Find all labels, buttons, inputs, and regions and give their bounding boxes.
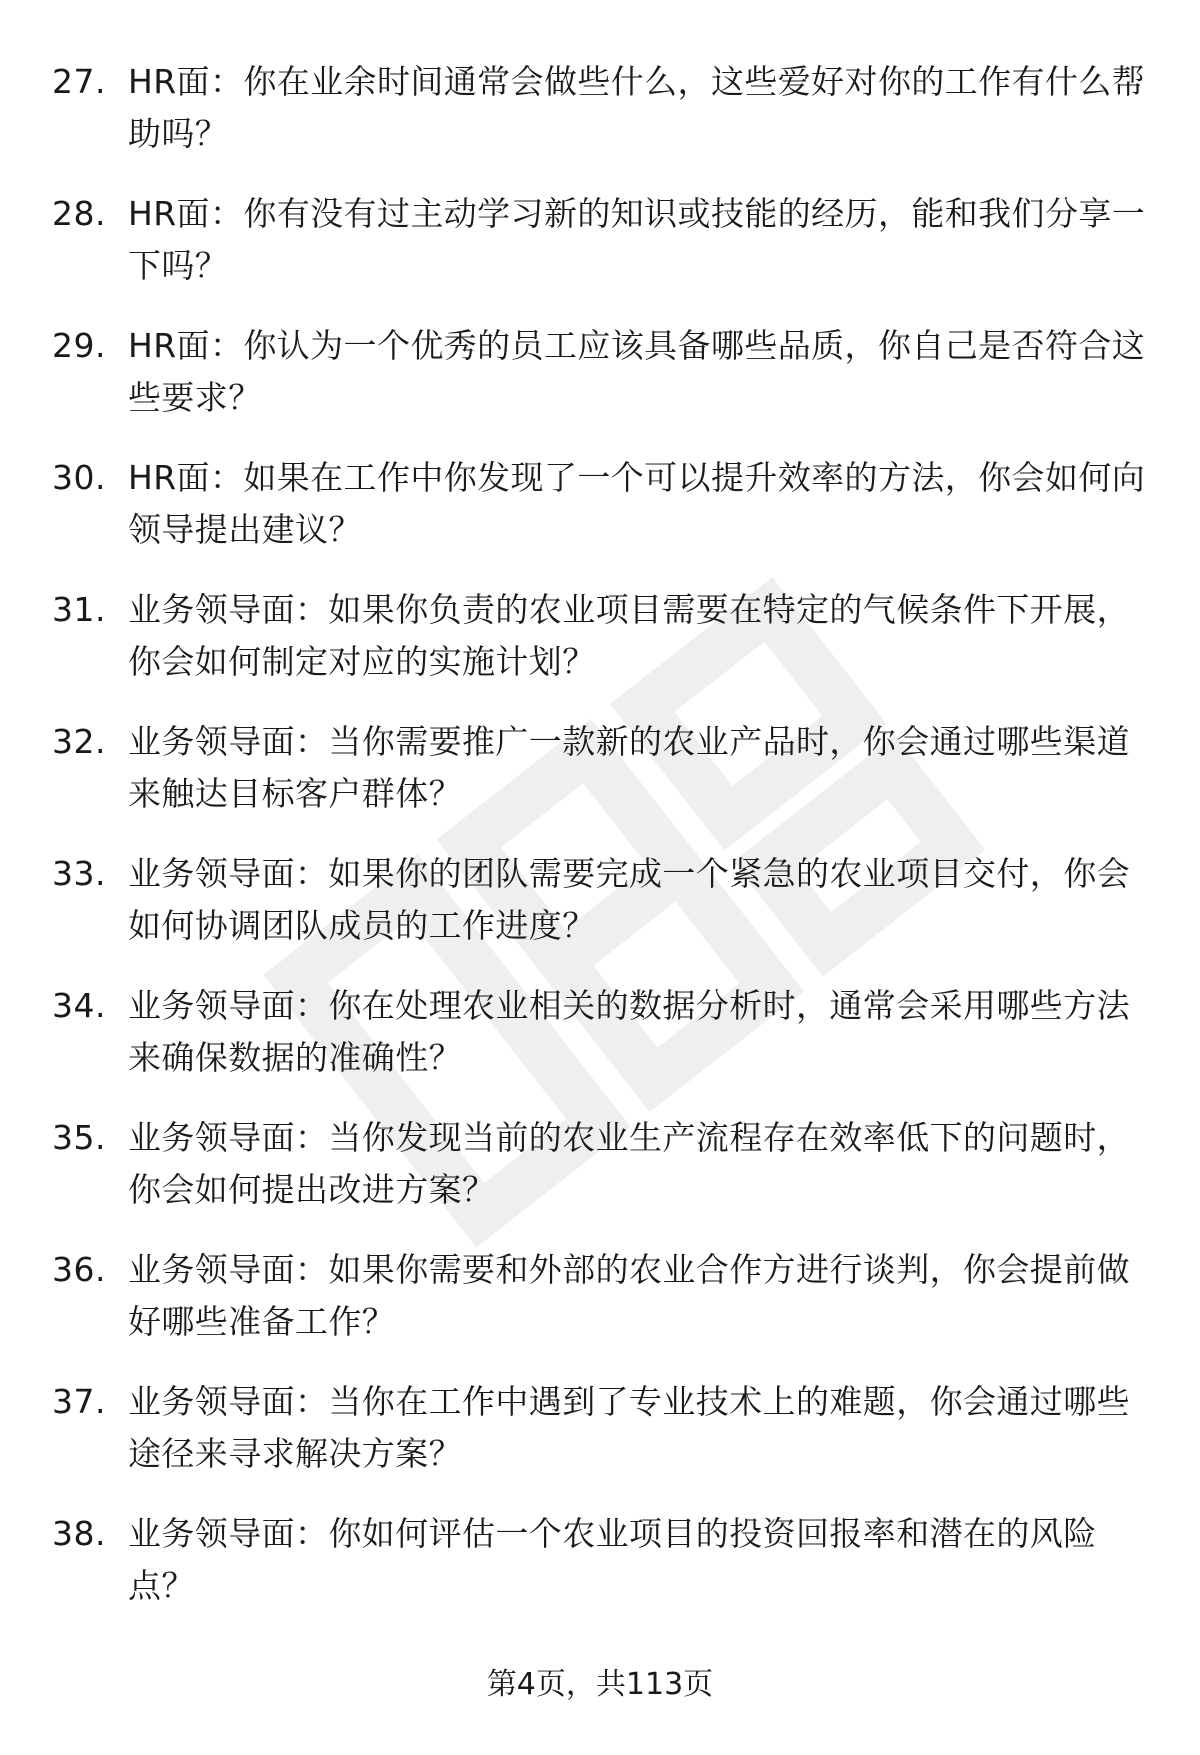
question-item [0, 584, 1200, 716]
question-text: 业务领导面：如果你的团队需要完成一个紧急的农业项目交付，你会如何协调团队成员的工作进度？ [128, 854, 1130, 945]
question-item [0, 980, 1200, 1112]
question-item [0, 1244, 1200, 1376]
question-number: 32. [52, 722, 106, 761]
question-number: 37. [52, 1382, 106, 1421]
question-text: HR面：你在业余时间通常会做些什么，这些爱好对你的工作有什么帮助吗？ [128, 62, 1146, 153]
question-item [0, 1112, 1200, 1244]
question-item [0, 716, 1200, 848]
question-text: 业务领导面：当你发现当前的农业生产流程存在效率低下的问题时，你会如何提出改进方案？ [128, 1118, 1130, 1209]
question-text: HR面：你认为一个优秀的员工应该具备哪些品质，你自己是否符合这些要求？ [128, 326, 1146, 417]
question-number: 30. [52, 458, 106, 497]
question-number: 33. [52, 854, 106, 893]
question-number: 31. [52, 590, 106, 629]
question-item [0, 1376, 1200, 1508]
question-number: 38. [52, 1514, 106, 1553]
question-number: 28. [52, 194, 106, 233]
question-text: 业务领导面：你在处理农业相关的数据分析时，通常会采用哪些方法来确保数据的准确性？ [128, 986, 1130, 1077]
question-number: 29. [52, 326, 106, 365]
question-number: 36. [52, 1250, 106, 1289]
page-number-footer: 第4页，共113页 [486, 1667, 714, 1702]
question-item [0, 56, 1200, 188]
question-item [0, 848, 1200, 980]
question-text: HR面：如果在工作中你发现了一个可以提升效率的方法，你会如何向领导提出建议？ [128, 458, 1146, 549]
question-text: 业务领导面：当你需要推广一款新的农业产品时，你会通过哪些渠道来触达目标客户群体？ [128, 722, 1130, 813]
question-list [0, 56, 1200, 1640]
question-number: 27. [52, 62, 106, 101]
question-item [0, 452, 1200, 584]
question-number: 35. [52, 1118, 106, 1157]
question-text: 业务领导面：如果你需要和外部的农业合作方进行谈判，你会提前做好哪些准备工作？ [128, 1250, 1130, 1341]
question-item [0, 320, 1200, 452]
question-number: 34. [52, 986, 106, 1025]
question-text: 业务领导面：当你在工作中遇到了专业技术上的难题，你会通过哪些途径来寻求解决方案？ [128, 1382, 1130, 1473]
question-text: 业务领导面：如果你负责的农业项目需要在特定的气候条件下开展，你会如何制定对应的实施计划？ [128, 590, 1130, 681]
question-text: HR面：你有没有过主动学习新的知识或技能的经历，能和我们分享一下吗？ [128, 194, 1146, 285]
question-text: 业务领导面：你如何评估一个农业项目的投资回报率和潜在的风险点？ [128, 1514, 1097, 1605]
question-item [0, 188, 1200, 320]
question-item [0, 1508, 1200, 1640]
